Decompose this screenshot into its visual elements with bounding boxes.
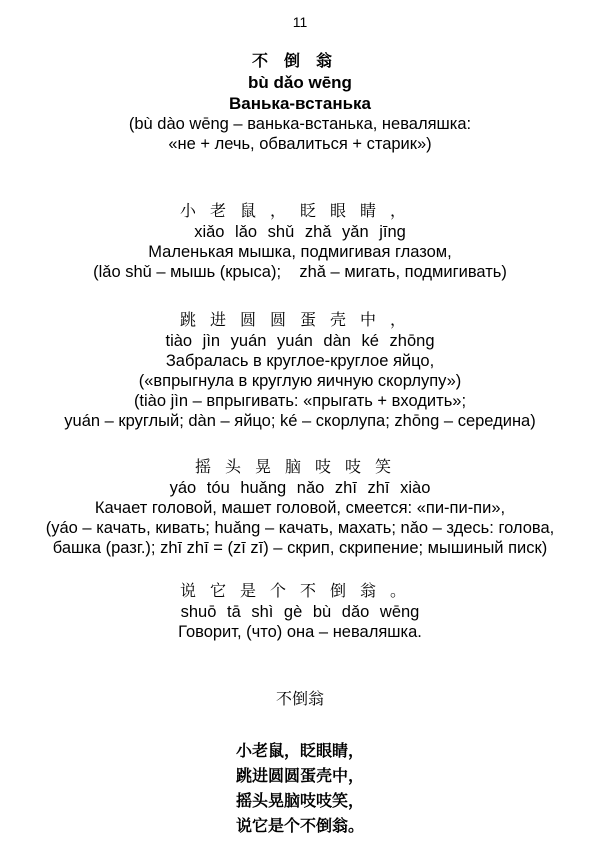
stanza-3-note-2: башка (разг.); zhī zhī = (zī zī) – скрип, скрипение; мышиный писк) bbox=[52, 539, 548, 557]
stanza-4 bbox=[0, 580, 600, 642]
poem-line-1: 小老鼠，眨眼睛， bbox=[235, 741, 364, 760]
stanza-3-hanzi: 摇头晃脑吱吱笑 bbox=[194, 457, 405, 476]
stanza-3 bbox=[0, 456, 600, 558]
stanza-4-hanzi: 说它是个不倒翁。 bbox=[179, 581, 420, 600]
stanza-2 bbox=[0, 309, 600, 431]
stanza-2-hanzi: 跳进圆圆蛋壳中， bbox=[179, 310, 420, 329]
title-pinyin: bù dǎo wēng bbox=[248, 73, 352, 92]
poem-line-4: 说它是个不倒翁。 bbox=[235, 816, 364, 835]
stanza-1-hanzi: 小老鼠，眨眼睛， bbox=[179, 201, 420, 220]
poem-line-2: 跳进圆圆蛋壳中， bbox=[235, 766, 364, 785]
title-hanzi: 不倒翁 bbox=[251, 51, 348, 70]
stanza-1 bbox=[0, 200, 600, 282]
poem-line-3: 摇头晃脑吱吱笑， bbox=[235, 791, 364, 810]
stanza-2-note-2: (tiào jìn – впрыгивать: «прыгать + входить»; bbox=[133, 392, 467, 410]
poem-title bbox=[0, 688, 600, 710]
title-russian: Ванька-встанька bbox=[228, 94, 372, 113]
stanza-3-translation: Качает головой, машет головой, смеется: «пи-пи-пи», bbox=[94, 499, 506, 517]
stanza-3-note-1: (yáo – качать, кивать; huǎng – качать, махать; nǎo – здесь: голова, bbox=[45, 519, 555, 537]
stanza-2-note-1: («впрыгнула в круглую яичную скорлупу») bbox=[138, 372, 462, 390]
stanza-1-translation: Маленькая мышка, подмигивая глазом, bbox=[148, 243, 452, 261]
page-number: 11 bbox=[292, 14, 308, 30]
stanza-2-note-3: yuán – круглый; dàn – яйцо; ké – скорлупа; zhōng – середина) bbox=[64, 412, 536, 430]
stanza-1-pinyin: xiǎo lǎo shǔ zhǎ yǎn jīng bbox=[194, 223, 406, 241]
title-note-line-2: «не + лечь, обвалиться + старик») bbox=[168, 135, 432, 153]
title-note-line-1: (bù dào wēng – ванька-встанька, неваляшка: bbox=[128, 115, 472, 133]
stanza-1-note: (lǎo shǔ – мышь (крыса); zhǎ – мигать, подмигивать) bbox=[93, 263, 507, 281]
title-block bbox=[0, 50, 600, 154]
poem-block bbox=[0, 738, 600, 838]
stanza-4-translation: Говорит, (что) она – неваляшка. bbox=[178, 623, 422, 641]
poem-title-text: 不倒翁 bbox=[275, 689, 324, 708]
stanza-2-pinyin: tiào jìn yuán yuán dàn ké zhōng bbox=[165, 332, 435, 350]
stanza-3-pinyin: yáo tóu huǎng nǎo zhī zhī xiào bbox=[169, 479, 431, 497]
stanza-2-translation: Забралась в круглое-круглое яйцо, bbox=[165, 352, 435, 370]
stanza-4-pinyin: shuō tā shì gè bù dǎo wēng bbox=[180, 603, 420, 621]
